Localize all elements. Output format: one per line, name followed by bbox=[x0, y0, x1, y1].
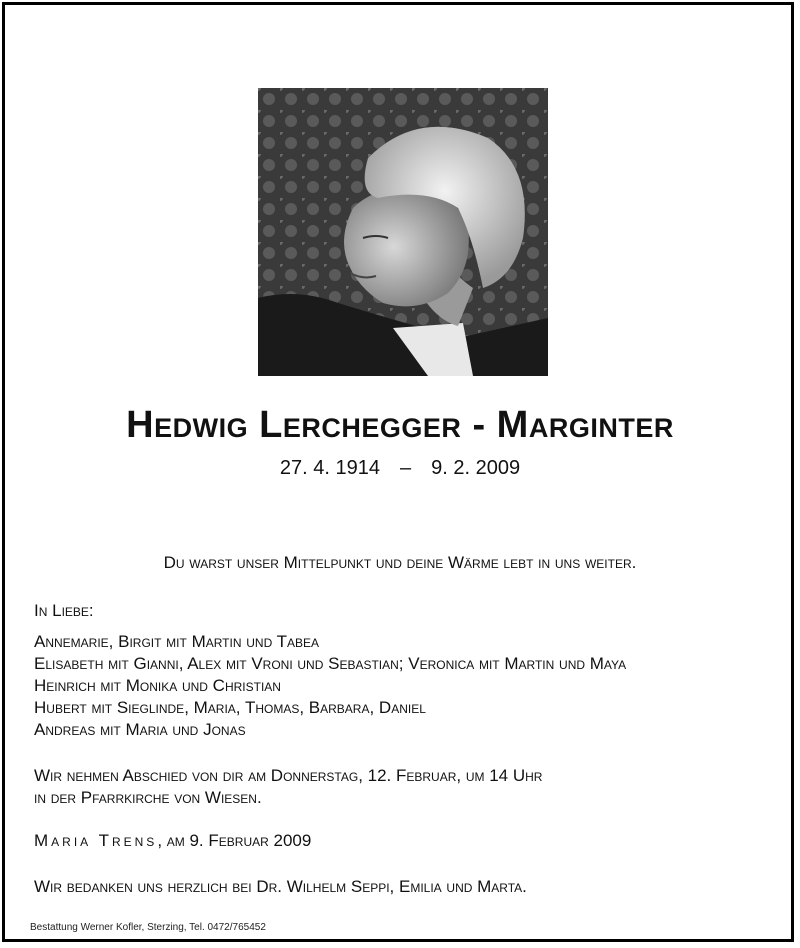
death-date: 9. 2. 2009 bbox=[431, 457, 521, 479]
place-date bbox=[34, 830, 774, 852]
place-date-text: , am 9. Februar 2009 bbox=[157, 831, 312, 850]
birth-date: 27. 4. 1914 bbox=[279, 457, 380, 479]
place-name: Maria Trens bbox=[34, 831, 158, 850]
family-line: Elisabeth mit Gianni, Alex mit Vroni und Sebastian; Veronica mit Martin und Maya bbox=[34, 654, 627, 673]
funeral-home-footer: Bestattung Werner Kofler, Sterzing, Tel. 0472/765452 bbox=[30, 922, 266, 933]
family-line: Andreas mit Maria und Jonas bbox=[34, 720, 246, 739]
farewell-line: Wir nehmen Abschied von dir am Donnerstag, 12. Februar, um 14 Uhr bbox=[34, 766, 543, 785]
family-line: Heinrich mit Monika und Christian bbox=[34, 676, 281, 695]
memorial-quote: Du warst unser Mittelpunkt und deine Wärme lebt in uns weiter. bbox=[163, 553, 637, 572]
family-line: Annemarie, Birgit mit Martin und Tabea bbox=[34, 632, 320, 651]
date-separator: – bbox=[400, 457, 412, 479]
intro-text: In Liebe: bbox=[34, 601, 94, 620]
farewell-line: in der Pfarrkirche von Wiesen. bbox=[34, 788, 262, 807]
family-line: Hubert mit Sieglinde, Maria, Thomas, Barbara, Daniel bbox=[34, 698, 426, 717]
portrait-photo bbox=[258, 88, 548, 376]
life-dates bbox=[0, 457, 800, 480]
thanks-text: Wir bedanken uns herzlich bei Dr. Wilhelm Seppi, Emilia und Marta. bbox=[34, 877, 527, 896]
family-list bbox=[34, 631, 774, 741]
deceased-name: Hedwig Lerchegger - Marginter bbox=[126, 404, 674, 446]
farewell-text bbox=[34, 765, 774, 809]
